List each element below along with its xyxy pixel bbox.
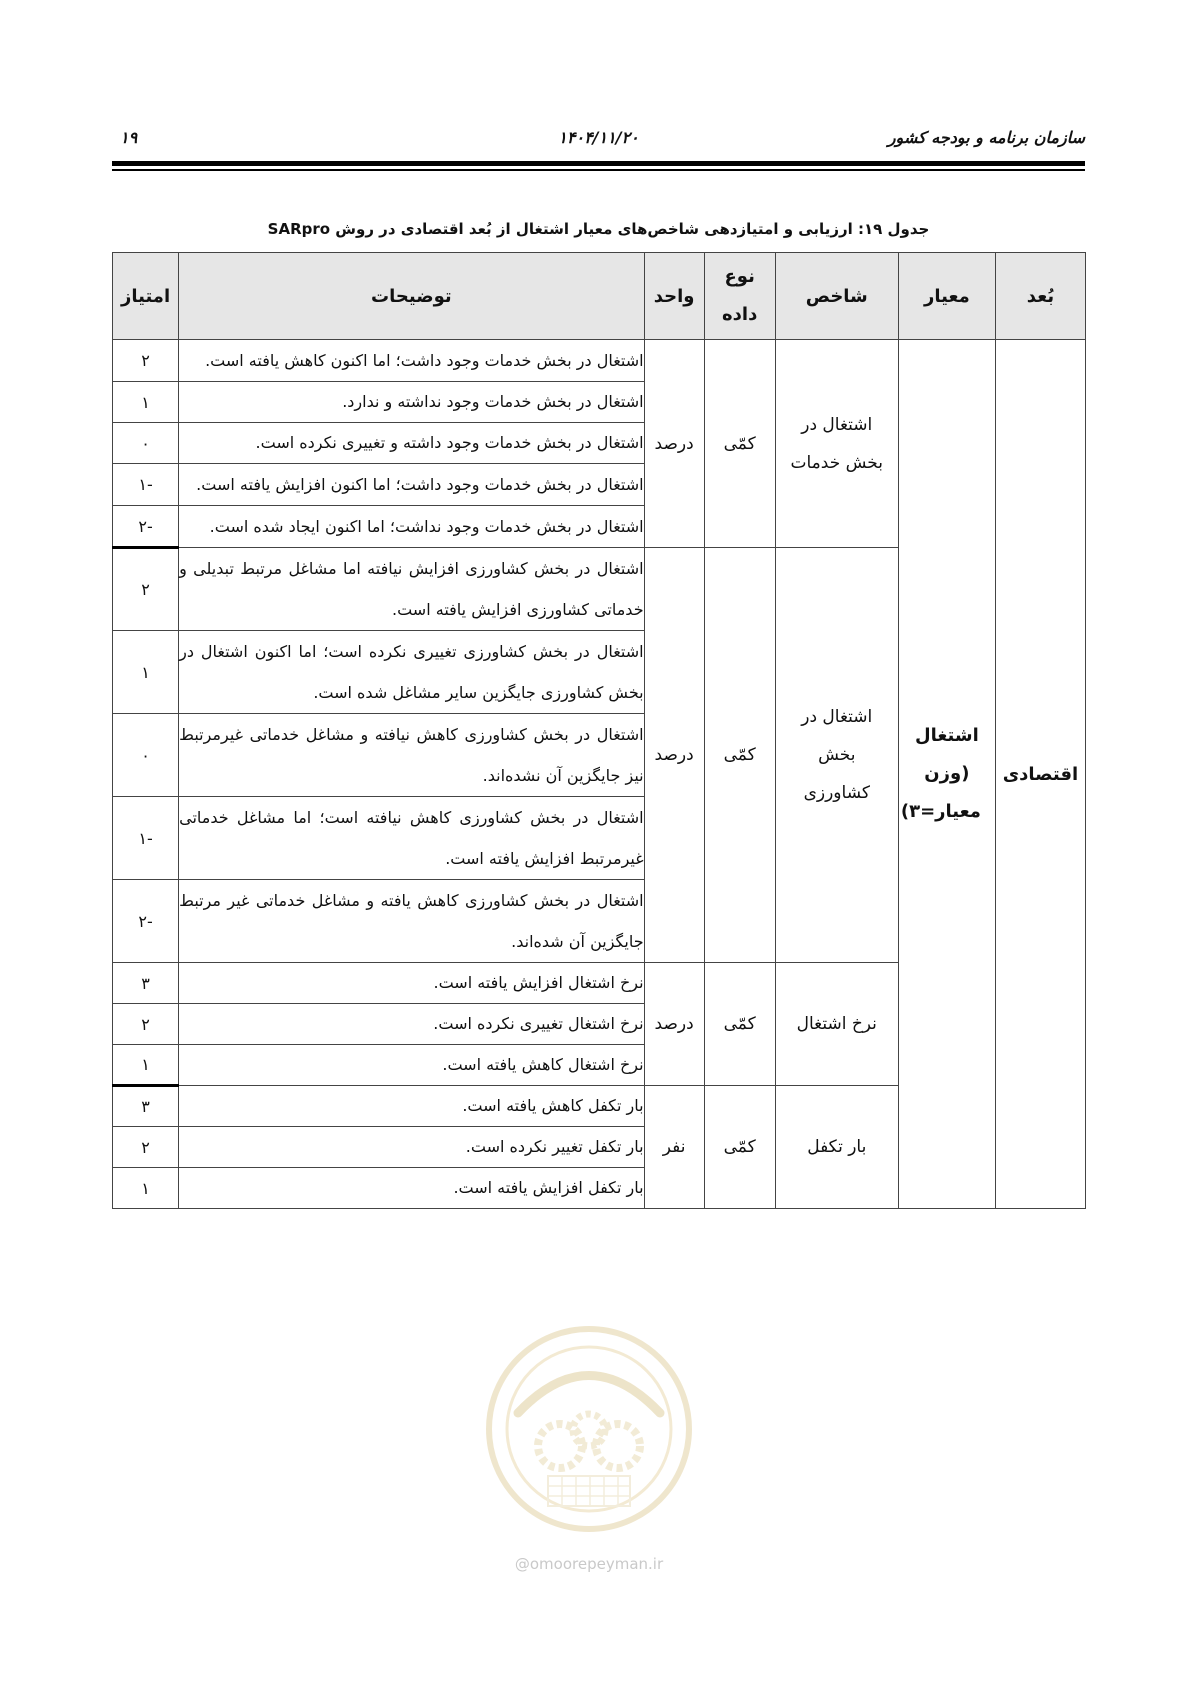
description-cell: اشتغال در بخش کشاورزی تغییری نکرده است؛ اما اکنون اشتغال در بخش کشاورزی جایگزین سایر مشاغل شده است. — [179, 631, 644, 714]
page-number: ۱۹ — [120, 128, 138, 147]
indicator-cell — [775, 340, 898, 548]
score-cell: ۲ — [113, 1127, 179, 1168]
header-unit: واحد — [644, 253, 704, 340]
description-cell: اشتغال در بخش کشاورزی کاهش یافته و مشاغل خدماتی غیر مرتبط جایگزین آن شده‌اند. — [179, 880, 644, 963]
dimension-cell: اقتصادی — [995, 340, 1085, 1209]
description-cell: اشتغال در بخش خدمات وجود داشته و تغییری نکرده است. — [179, 423, 644, 464]
table-header-row — [113, 253, 1086, 340]
description-cell: نرخ اشتغال تغییری نکرده است. — [179, 1004, 644, 1045]
score-cell: -۱ — [113, 797, 179, 880]
indicator-cell — [775, 548, 898, 963]
score-cell: -۱ — [113, 464, 179, 506]
indicator-label: اشتغال در بخش کشاورزی — [801, 707, 873, 803]
description-cell: اشتغال در بخش کشاورزی کاهش نیافته و مشاغل خدماتی غیرمرتبط نیز جایگزین آن نشده‌اند. — [179, 714, 644, 797]
evaluation-table — [112, 252, 1086, 1209]
header-description: توضیحات — [179, 253, 644, 340]
table-caption: جدول ۱۹: ارزیابی و امتیازدهی شاخص‌های معیار اشتغال از بُعد اقتصادی در روش SARpro — [267, 220, 930, 238]
watermark-text: @omoorepeyman.ir — [514, 1555, 664, 1573]
header-score: امتیاز — [113, 253, 179, 340]
description-cell: نرخ اشتغال افزایش یافته است. — [179, 963, 644, 1004]
indicator-label: اشتغال در بخش خدمات — [790, 414, 884, 473]
description-cell: بار تکفل افزایش یافته است. — [179, 1168, 644, 1209]
description-cell: اشتغال در بخش خدمات وجود نداشت؛ اما اکنون ایجاد شده است. — [179, 506, 644, 548]
unit-cell: درصد — [644, 963, 704, 1086]
description-cell: اشتغال در بخش خدمات وجود داشت؛ اما اکنون کاهش یافته است. — [179, 340, 644, 382]
score-cell: ۲ — [113, 340, 179, 382]
header-rule-thick — [112, 161, 1085, 166]
unit-cell: درصد — [644, 340, 704, 548]
watermark-logo-icon — [478, 1318, 700, 1540]
data-type-cell: کمّی — [704, 1086, 775, 1209]
score-cell: ۳ — [113, 1086, 179, 1127]
data-type-cell: کمّی — [704, 340, 775, 548]
header-data-type-label: نوع داده — [722, 266, 758, 325]
score-cell: ۳ — [113, 963, 179, 1004]
score-cell: ۲ — [113, 548, 179, 631]
description-cell: بار تکفل تغییر نکرده است. — [179, 1127, 644, 1168]
indicator-cell: بار تکفل — [775, 1086, 898, 1209]
score-cell: ۰ — [113, 714, 179, 797]
header-dimension: بُعد — [995, 253, 1085, 340]
score-cell: ۰ — [113, 423, 179, 464]
description-cell: اشتغال در بخش خدمات وجود داشت؛ اما اکنون افزایش یافته است. — [179, 464, 644, 506]
score-cell: -۲ — [113, 506, 179, 548]
score-cell: ۲ — [113, 1004, 179, 1045]
score-cell: ۱ — [113, 382, 179, 423]
data-type-cell: کمّی — [704, 963, 775, 1086]
data-type-cell: کمّی — [704, 548, 775, 963]
description-cell: اشتغال در بخش کشاورزی کاهش نیافته است؛ اما مشاغل خدماتی غیرمرتبط افزایش یافته است. — [179, 797, 644, 880]
description-cell: بار تکفل کاهش یافته است. — [179, 1086, 644, 1127]
criterion-cell — [898, 340, 995, 1209]
unit-cell: درصد — [644, 548, 704, 963]
description-cell: اشتغال در بخش خدمات وجود نداشته و ندارد. — [179, 382, 644, 423]
score-cell: ۱ — [113, 1045, 179, 1086]
score-cell: -۲ — [113, 880, 179, 963]
score-cell: ۱ — [113, 1168, 179, 1209]
page-header — [112, 128, 1085, 154]
description-cell: اشتغال در بخش کشاورزی افزایش نیافته اما مشاغل مرتبط تبدیلی و خدماتی کشاورزی افزایش یافته است. — [179, 548, 644, 631]
header-indicator: شاخص — [775, 253, 898, 340]
table-row — [113, 340, 1086, 382]
score-cell: ۱ — [113, 631, 179, 714]
organization-name: سازمان برنامه و بودجه کشور — [887, 128, 1085, 147]
header-data-type — [704, 253, 775, 340]
description-cell: نرخ اشتغال کاهش یافته است. — [179, 1045, 644, 1086]
header-rule-thin — [112, 169, 1085, 171]
header-criterion: معیار — [898, 253, 995, 340]
document-date: ۱۴۰۴/۱۱/۲۰ — [558, 128, 639, 147]
unit-cell: نفر — [644, 1086, 704, 1209]
indicator-cell: نرخ اشتغال — [775, 963, 898, 1086]
criterion-label: اشتغال (وزن معیار=۳) — [900, 725, 981, 822]
